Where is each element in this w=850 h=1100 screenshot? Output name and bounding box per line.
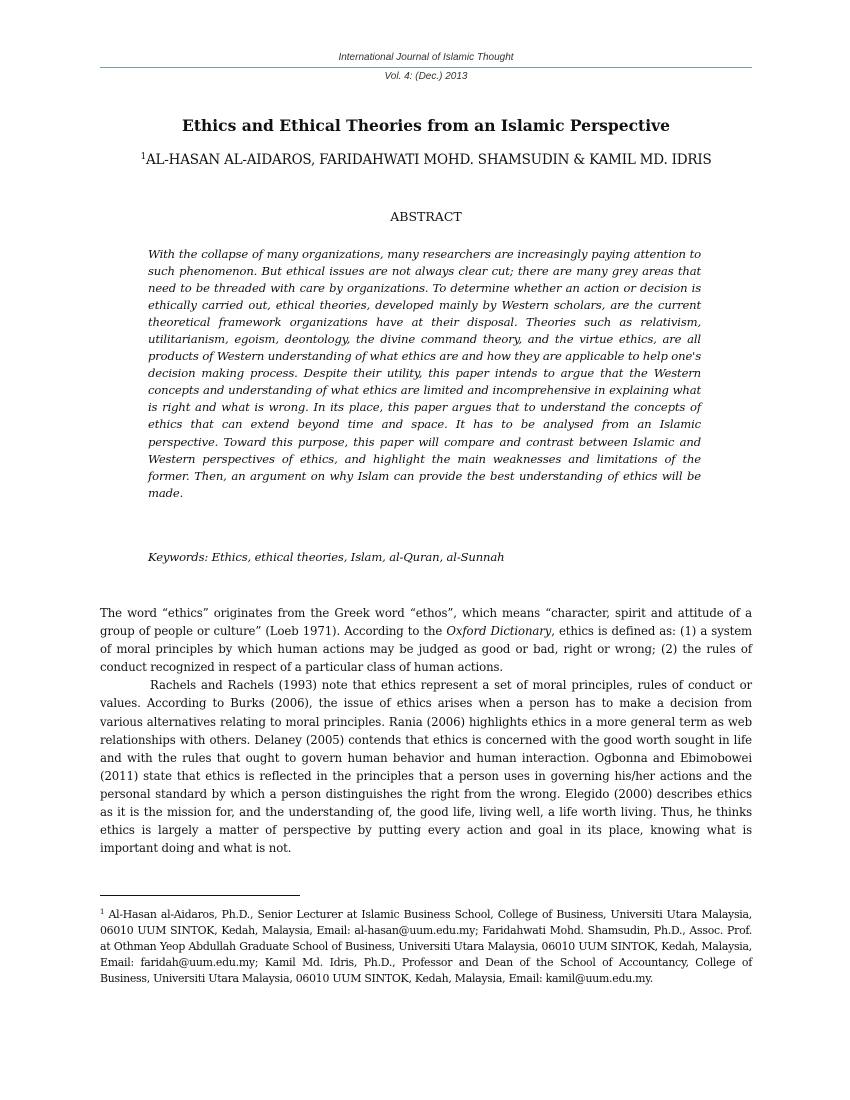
header-rule xyxy=(100,67,752,68)
body-paragraph-2: Rachels and Rachels (1993) note that ethics represent a set of moral principles, rules of conduct or values. According to Burks (2006), the issue of ethics arises when a person has to make a decision from various alternatives relating to moral principles. Rania (2006) highlights ethics in a more general term as web relationships with others. Delaney (2005) contends that ethics is concerned with the good worth sought in life and with the rules that ought to govern human behavior and human interaction. Ogbonna and Ebimobowei (2011) state that ethics is reflected in the principles that a person uses in governing his/her actions and the personal standard by which a person distinguishes the right from the wrong. Elegido (2000) describes ethics as it is the mission for, and the understanding of, the good life, living well, a life worth living. Thus, he thinks ethics is largely a matter of perspective by putting every action and goal in its place, knowing what is important doing and what is not. xyxy=(100,678,752,856)
footnote-text: Al-Hasan al-Aidaros, Ph.D., Senior Lecturer at Islamic Business School, College of Business, Universiti Utara Malaysia, 06010 UUM SINTOK, Kedah, Malaysia, Email: al-hasan@uum.edu.my; Faridahwati Mohd. Shamsudin, Ph.D., Assoc. Prof. at Othman Yeop Abdullah Graduate School of Business, Universiti Utara Malaysia, 06010 UUM SINTOK, Kedah, Malaysia, Email: faridah@uum.edu.my; Kamil Md. Idris, Ph.D., Professor and Dean of the School of Accountancy, College of Business, Universiti Utara Malaysia, 06010 UUM SINTOK, Kedah, Malaysia, Email: kamil@uum.edu.my. xyxy=(100,908,752,986)
oxford-dictionary-citation: Oxford Dictionary xyxy=(446,624,552,639)
author-names: AL-HASAN AL-AIDAROS, FARIDAHWATI MOHD. SHAMSUDIN & KAMIL MD. IDRIS xyxy=(145,152,712,168)
running-header xyxy=(100,50,752,85)
body-paragraph-1-part-b: , ethics is defined as: (1) a system of moral principles by which human actions may be judged as good or bad, right or wrong; (2) the rules of conduct recognized in respect of a particular class of human actions. xyxy=(100,624,752,675)
body-paragraph-1-part-a: The word “ethics” originates from the Greek word “ethos”, which means “character, spirit and attitude of a group of people or culture” (Loeb 1971). According to the xyxy=(100,606,752,639)
author-line xyxy=(100,152,752,168)
abstract-text: With the collapse of many organizations, many researchers are increasingly paying attention to such phenomenon. But ethical issues are not always clear cut; there are many grey areas that need to be threaded with care by organizations. To determine whether an action or decision is ethically carried out, ethical theories, developed mainly by Western scholars, are the current theoretical framework organizations have at their disposal. Theories such as relativism, utilitarianism, egoism, deontology, the divine command theory, and the virtue ethics, are all products of Western understanding of what ethics are and how they are applicable to help one's decision making process. Despite their utility, this paper intends to argue that the Western concepts and understanding of what ethics are limited and incomprehensive in explaining what is right and what is wrong. In its place, this paper argues that to understand the concepts of ethics that can extend beyond time and space. It has to be analysed from an Islamic perspective. Toward this purpose, this paper will compare and contrast between Islamic and Western perspectives of ethics, and highlight the main weaknesses and limitations of the former. Then, an argument on why Islam can provide the best understanding of ethics will be made. xyxy=(148,247,701,500)
abstract-heading: ABSTRACT xyxy=(390,209,462,224)
journal-name: International Journal of Islamic Thought xyxy=(338,52,514,63)
paper-title: Ethics and Ethical Theories from an Islamic Perspective xyxy=(182,116,670,135)
body-text xyxy=(100,604,752,857)
footnote-marker: 1 xyxy=(100,908,105,916)
body-paragraph-1 xyxy=(100,604,752,676)
footnote xyxy=(100,904,752,987)
author-footnote-marker: 1 xyxy=(140,152,146,162)
keywords: Keywords: Ethics, ethical theories, Islam, al-Quran, al-Sunnah xyxy=(148,550,505,564)
footnote-separator xyxy=(100,895,300,896)
journal-volume: Vol. 4: (Dec.) 2013 xyxy=(384,71,468,82)
